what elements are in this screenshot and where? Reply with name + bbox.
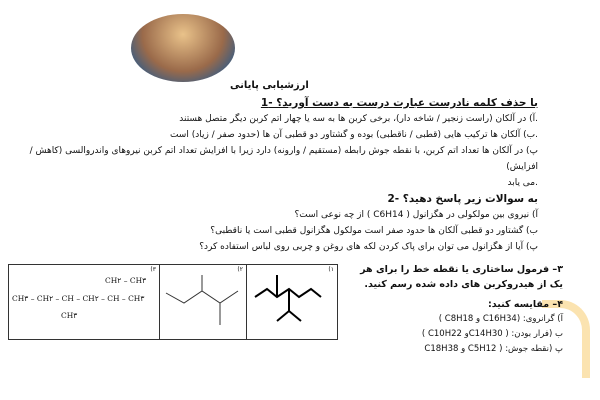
cell-number: (۲ [237, 266, 243, 273]
q4-item-c: پ (نقطه جوش: ( C5H12 و C18H38 [424, 344, 563, 354]
skeletal-formula-2 [160, 265, 246, 335]
q4-heading: ۴– مقایسه کنید: [487, 299, 563, 310]
q1-item-b: .ب) آلکان ها ترکیب هایی (قطبی / ناقطبی) بوده و گشتاور دو قطبی آن ها (حدود صفر / زیاد) است [169, 130, 538, 140]
q1-heading: با حذف کلمه نادرست عبارت درست به دست آورید؟ -1 [260, 97, 538, 109]
q2-item-b: ب) گشتاور دو قطبی آلکان ها حدود صفر است مولکول هگزانول قطبی است یا ناقطبی؟ [210, 226, 538, 236]
q4-item-b: ب (فرار بودن: ( C14H30و C10H22 ) [421, 329, 563, 339]
chem-branch-top: CH۲ – CH۳ [105, 276, 147, 285]
q4-item-a: آ) گرانروی: (C16H34 و C8H18 ) [438, 314, 563, 324]
q2-item-c: پ) آیا از هگزانول می توان برای پاک کردن لکه های روغن و چربی روی لباس استفاده کرد؟ [199, 242, 538, 252]
skeletal-formula-1 [247, 265, 337, 335]
questions-3-4 [350, 262, 563, 357]
structures-table [8, 264, 338, 340]
q1-item-c-cont: .می یابد [507, 178, 538, 188]
q3-heading-line2: یک از هیدروکربن های داده شده رسم کنید. [364, 279, 563, 290]
q3-heading-line1: ۳– فرمول ساختاری یا نقطه خط را برای هر [360, 264, 563, 275]
chem-branch-bottom: CH۳ [61, 311, 78, 320]
chem-main-chain: CH۳ – CH۲ – CH – CH۲ – CH – CH۳ [12, 294, 145, 303]
q1-item-c: پ) در آلکان ها تعداد اتم کربن، با نقطه جوش رابطه (مستقیم / وارونه) دارد زیرا با افزایش تعداد اتم کربن نیروهای واندروالسی (کاهش / افزایش) [29, 146, 538, 172]
oil-platform-image [131, 14, 235, 82]
q1-item-a: .آ) در آلکان (راست زنجیر / شاخه دار)، برخی کربن ها به سه یا چهار اتم کربن دیگر متصل هستند [179, 114, 538, 124]
q2-item-a: آ) نیروی بین مولکولی در هگزانول ( C6H14 ) از چه نوعی است؟ [294, 210, 538, 220]
cell-number: (۱ [328, 266, 334, 273]
structure-cell-2 [160, 265, 247, 340]
structure-cell-1 [247, 265, 338, 340]
questions-1-2 [8, 95, 538, 255]
q2-heading: به سوالات زیر پاسخ دهید؟ -2 [387, 193, 538, 205]
cell-number: (۳ [150, 266, 156, 273]
page-title: ارزشیابی پایانی [230, 80, 309, 91]
structure-cell-3 [9, 265, 160, 340]
